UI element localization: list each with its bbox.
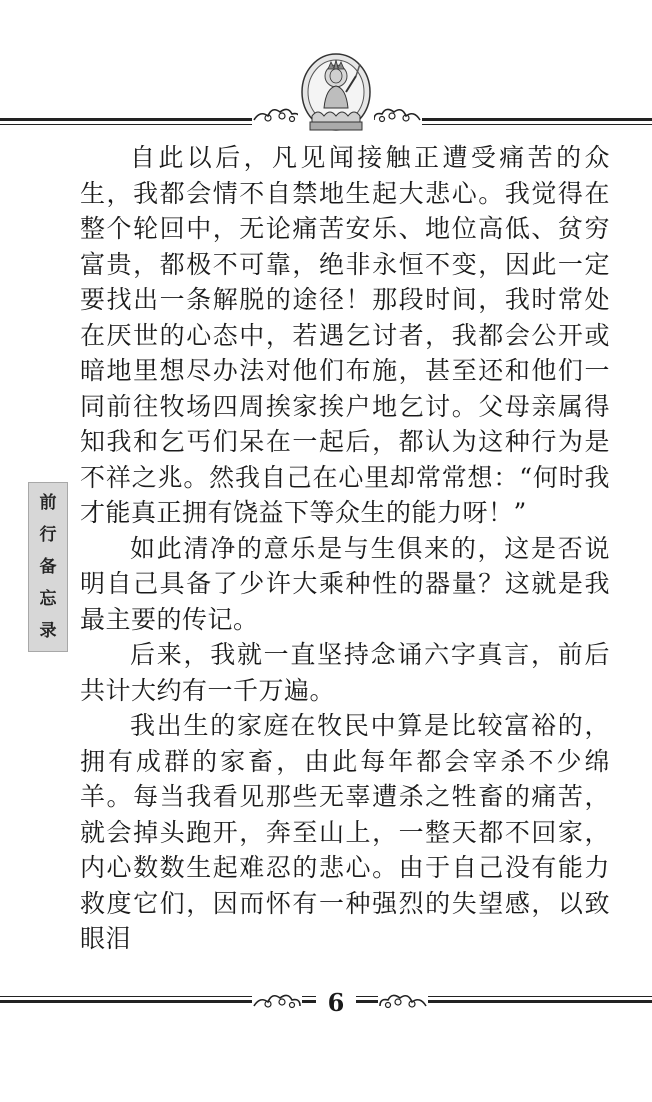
cloud-ornament-left-icon: [252, 990, 302, 1012]
cloud-ornament-right-icon: [372, 104, 422, 126]
paragraph: 如此清净的意乐是与生俱来的，这是否说明自己具备了少许大乘种性的器量？这就是我最主要的传记。: [80, 533, 610, 634]
body-text: [80, 140, 610, 953]
side-tab-char: 忘: [39, 589, 57, 609]
cloud-ornament-right-icon: [378, 990, 428, 1012]
side-tab-char: 备: [39, 557, 57, 577]
paragraph: 后来，我就一直坚持念诵六字真言，前后共计大约有一千万遍。: [80, 640, 610, 705]
side-tab-book-title: [28, 482, 68, 652]
paragraph: 我出生的家庭在牧民中算是比较富裕的，拥有成群的家畜，由此每年都会宰杀不少绵羊。每当我看见那些无辜遭杀之牲畜的痛苦，就会掉头跑开，奔至山上，一整天都不回家，内心数数生起难忍的悲心。由于自己没有能力救度它们，因而怀有一种强烈的失望感，以致眼泪: [80, 711, 610, 953]
side-tab-char: 前: [39, 493, 57, 513]
side-tab-char: 行: [39, 525, 57, 545]
deity-figure-icon: [298, 52, 374, 136]
page-number: 6: [316, 988, 356, 1018]
cloud-ornament-left-icon: [252, 104, 302, 126]
paragraph: 自此以后，凡见闻接触正遭受痛苦的众生，我都会情不自禁地生起大悲心。我觉得在整个轮回中，无论痛苦安乐、地位高低、贫穷富贵，都极不可靠，绝非永恒不变，因此一定要找出一条解脱的途径！那段时间，我时常处在厌世的心态中，若遇乞讨者，我都会公开或暗地里想尽办法对他们布施，甚至还和他们一同前往牧场四周挨家挨户地乞讨。父母亲属得知我和乞丐们呆在一起后，都认为这种行为是不祥之兆。然我自己在心里却常常想：“何时我才能真正拥有饶益下等众生的能力呀！”: [80, 143, 610, 527]
side-tab-char: 录: [39, 621, 57, 641]
